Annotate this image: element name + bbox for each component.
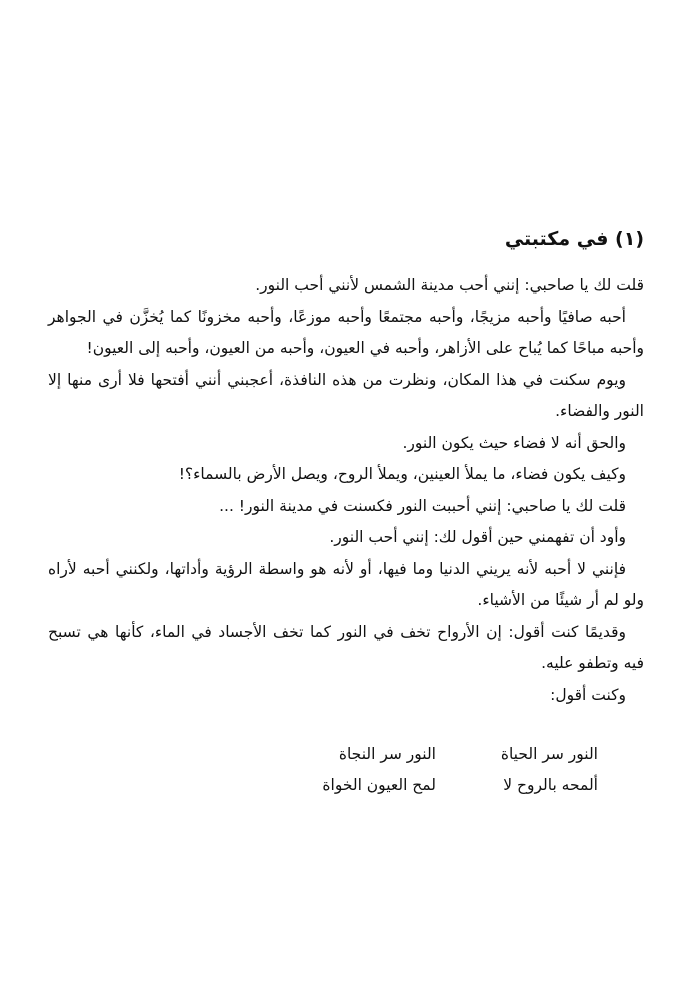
book-page <box>48 222 644 801</box>
paragraph: وكنت أقول: <box>550 685 626 704</box>
poem <box>48 739 644 801</box>
paragraph: والحق أنه لا فضاء حيث يكون النور. <box>402 433 626 452</box>
poem-verse <box>48 770 644 801</box>
paragraph: وكيف يكون فضاء، ما يملأ العينين، ويملأ الروح، ويصل الأرض بالسماء؟! <box>178 465 626 483</box>
chapter-title: (١) في مكتبتي <box>504 228 644 250</box>
poem-verse <box>48 739 644 770</box>
paragraph: قلت لك يا صاحبي: إنني أحببت النور فكسنت في مدينة النور! ... <box>219 496 626 515</box>
paragraph: فإنني لا أحبه لأنه يريني الدنيا وما فيها، أو لأنه هو واسطة الرؤية وأداتها، ولكنني أحبه لأراه ولو لم أر شيئًا من الأشياء. <box>48 559 644 609</box>
poem-hemistich-second: لمح العيون الخواة <box>322 776 436 794</box>
paragraph: قلت لك يا صاحبي: إنني أحب مدينة الشمس لأنني أحب النور. <box>255 276 644 294</box>
poem-hemistich-second: النور سر النجاة <box>338 745 436 763</box>
poem-hemistich-first: ألمحه بالروح لا <box>503 776 598 794</box>
paragraph: ويوم سكنت في هذا المكان، ونظرت من هذه النافذة، أعجبني أنني أفتحها فلا أرى منها إلا النور والفضاء. <box>48 370 644 420</box>
paragraph: وقديمًا كنت أقول: إن الأرواح تخف في النور كما تخف الأجساد في الماء، كأنها هي تسبح فيه وتطفو عليه. <box>48 622 644 672</box>
paragraph: أحبه صافيًا وأحبه مزيجًا، وأحبه مجتمعًا وأحبه موزعًا، وأحبه مخزونًا كما يُخزَّن في الجواهر وأحبه مباحًا كما يُباح على الأزاهر، وأحبه في العيون، وأحبه من العيون، وأحبه إلى العيون! <box>48 307 644 357</box>
paragraph: وأود أن تفهمني حين أقول لك: إنني أحب النور. <box>329 528 626 546</box>
poem-hemistich-first: النور سر الحياة <box>500 745 598 763</box>
